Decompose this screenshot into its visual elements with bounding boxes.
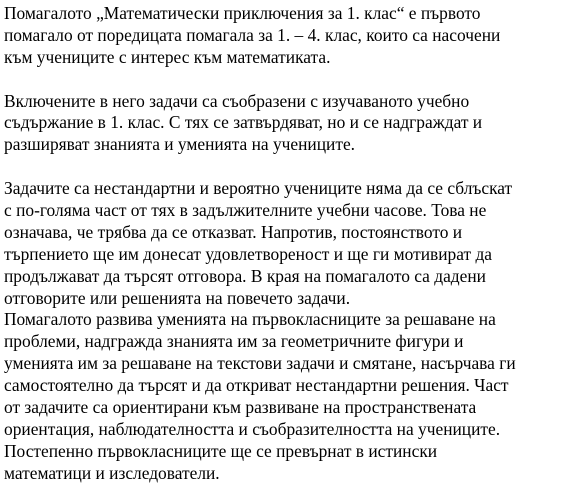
text-line: Помагалото развива уменията на първокласниците за решаване на bbox=[4, 309, 496, 330]
paragraph-curriculum bbox=[4, 91, 580, 157]
paragraph-skills bbox=[4, 309, 580, 484]
text-line: разширяват знанията и уменията на учениците. bbox=[4, 134, 356, 155]
text-line: съдържание в 1. клас. С тях се затвърдяват, но и се надграждат и bbox=[4, 112, 483, 133]
text-line: Включените в него задачи са съобразени с изучаваното учебно bbox=[4, 90, 470, 111]
text-line: ориентация, наблюдателността и съобразителността на учениците. bbox=[4, 418, 501, 439]
text-line: продължават да търсят отговора. В края на помагалото са дадени bbox=[4, 265, 486, 286]
text-line: математици и изследователи. bbox=[4, 462, 220, 483]
text-line: Задачите са нестандартни и вероятно учениците няма да се сблъскат bbox=[4, 178, 513, 199]
text-line: към учениците с интерес към математиката. bbox=[4, 46, 331, 67]
text-line: търпението ще им донесат удовлетвореност и ще ги мотивират да bbox=[4, 243, 493, 264]
paragraph-tasks bbox=[4, 178, 580, 309]
text-line: самостоятелно да търсят и да откриват нестандартни решения. Част bbox=[4, 375, 509, 396]
text-line: от задачите са ориентирани към развиване на пространствената bbox=[4, 397, 477, 418]
paragraph-spacer bbox=[4, 69, 580, 91]
text-line: помагало от поредицата помагала за 1. – 4. клас, които са насочени bbox=[4, 24, 501, 45]
text-line: с по-голяма част от тях в задължителните учебни часове. Това не bbox=[4, 200, 487, 221]
text-line: уменията им за решаване на текстови задачи и смятане, насърчава ги bbox=[4, 353, 516, 374]
text-line: Помагалото „Математически приключения за 1. клас“ е първото bbox=[4, 3, 481, 23]
text-line: Постепенно първокласниците ще се превърнат в истински bbox=[4, 440, 438, 461]
text-line: означава, че трябва да се отказват. Напротив, постоянството и bbox=[4, 221, 463, 242]
paragraph-spacer bbox=[4, 156, 580, 178]
paragraph-intro bbox=[4, 3, 580, 69]
text-line: проблеми, надгражда знанията им за геометричните фигури и bbox=[4, 331, 464, 352]
text-line: отговорите или решенията на повечето задачи. bbox=[4, 287, 351, 308]
document-body bbox=[4, 3, 580, 485]
